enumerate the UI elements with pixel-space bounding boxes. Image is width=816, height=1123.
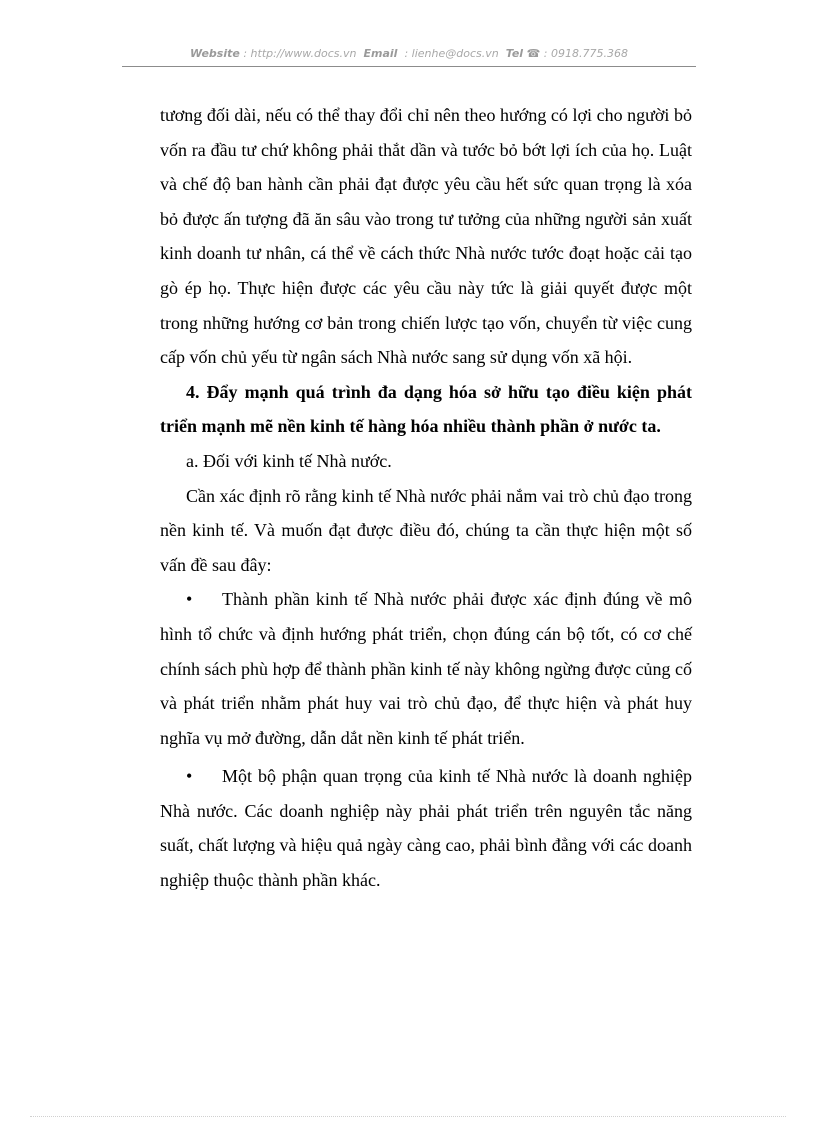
bullet-item-2 bbox=[160, 759, 692, 897]
website-label: Website bbox=[190, 47, 240, 60]
document-body bbox=[160, 98, 692, 898]
paragraph-intro: Cần xác định rõ rằng kinh tế Nhà nước phải nắm vai trò chủ đạo trong nền kinh tế. Và muốn đạt được điều đó, chúng ta cần thực hiện một số vấn đề sau đây: bbox=[160, 485, 692, 575]
bullet-icon: • bbox=[186, 766, 193, 787]
email-label: Email bbox=[363, 47, 398, 60]
subsection-heading: a. Đối với kinh tế Nhà nước. bbox=[186, 450, 392, 471]
bullet-item-1 bbox=[160, 582, 692, 755]
website-value: : http://www.docs.vn bbox=[243, 47, 357, 60]
bullet-item-1-text: Thành phần kinh tế Nhà nước phải được xác định đúng về mô hình tổ chức và định hướng phát triển, chọn đúng cán bộ tốt, có cơ chế chính sách phù hợp để thành phần kinh tế này không ngừng được củng cố và phát triển nhằm phát huy vai trò chủ đạo, để thực hiện và phát huy nghĩa vụ mở đường, dẫn dắt nền kinh tế phát triển. bbox=[160, 589, 692, 748]
page-header bbox=[122, 47, 696, 60]
email-value: : lienhe@docs.vn bbox=[404, 47, 499, 60]
bullet-item-2-text: Một bộ phận quan trọng của kinh tế Nhà nước là doanh nghiệp Nhà nước. Các doanh nghiệp này phải phát triển trên nguyên tắc năng suất, chất lượng và hiệu quả ngày càng cao, phải bình đẳng với các doanh nghiệp thuộc thành phần khác. bbox=[160, 766, 692, 891]
section-heading: 4. Đẩy mạnh quá trình đa dạng hóa sở hữu tạo điều kiện phát triển mạnh mẽ nền kinh tế hàng hóa nhiều thành phần ở nước ta. bbox=[160, 381, 692, 437]
footer-dotted-line bbox=[30, 1116, 786, 1117]
tel-value: : 0918.775.368 bbox=[543, 47, 628, 60]
phone-icon: ☎ bbox=[526, 47, 541, 60]
paragraph-continued: tương đối dài, nếu có thể thay đổi chỉ nên theo hướng có lợi cho người bỏ vốn ra đầu tư chứ không phải thắt dần và tước bỏ bớt lợi ích của họ. Luật và chế độ ban hành cần phải đạt được yêu cầu hết sức quan trọng là xóa bỏ được ấn tượng đã ăn sâu vào trong tư tưởng của những người sản xuất kinh doanh tư nhân, cá thể về cách thức Nhà nước tước đoạt hoặc cải tạo gò ép họ. Thực hiện được các yêu cầu này tức là giải quyết được một trong những hướng cơ bản trong chiến lược tạo vốn, chuyển từ việc cung cấp vốn chủ yếu từ ngân sách Nhà nước sang sử dụng vốn xã hội. bbox=[160, 105, 692, 368]
header-divider bbox=[122, 66, 696, 67]
bullet-icon: • bbox=[186, 589, 193, 610]
tel-label: Tel bbox=[505, 47, 524, 60]
